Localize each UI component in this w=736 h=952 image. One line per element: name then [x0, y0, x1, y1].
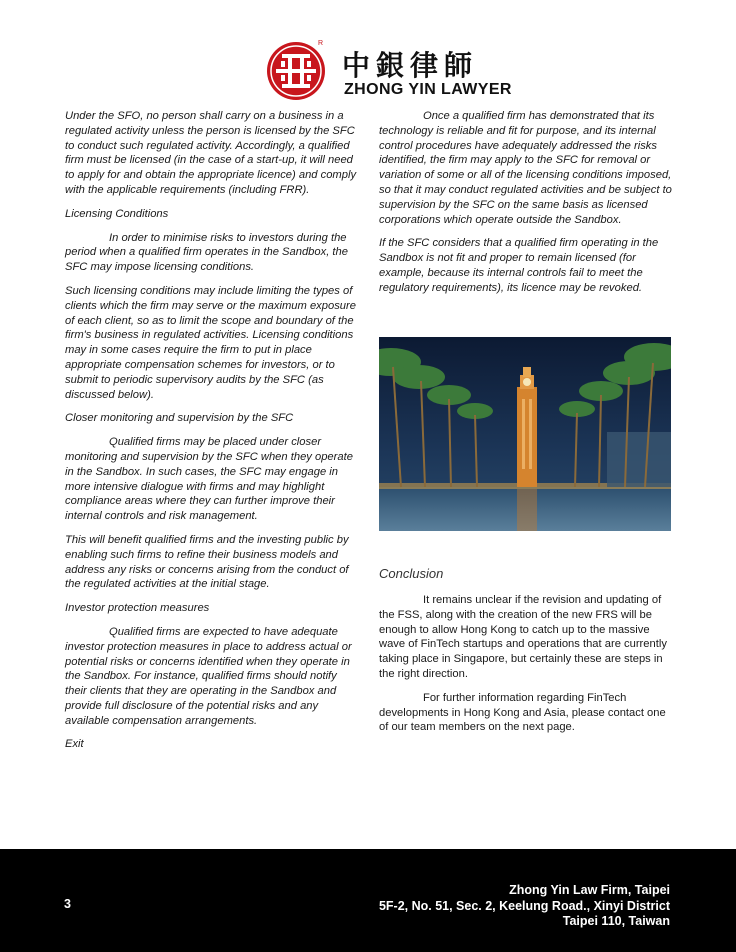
firm-seal-logo [266, 41, 326, 101]
letterhead [0, 38, 736, 102]
clock-tower-night-photo [379, 337, 671, 531]
paragraph: Such licensing conditions may include limiting the types of clients which the firm may serve or the maximum exposure of each client, so as to limit the scope and boundary of the firm's business in regulated activities. Licensing conditions may in some cases require the firm to put in place appropriate compensation schemes for investors, or to submit to periodic supervisory audits by the SFC (as discussed below). [65, 284, 356, 401]
registered-mark: R [318, 40, 324, 47]
paragraph: This will benefit qualified firms and the investing public by enabling such firms to refine their business models and address any risks or concerns arising from the conduct of the regulated activities at the initial stage. [65, 533, 349, 591]
address-line: Taipei 110, Taiwan [562, 914, 670, 928]
section-heading-exit: Exit [65, 738, 84, 751]
paragraph: Qualified firms are expected to have adequate investor protection measures in place to address actual or potential risks or concerns identified when they operate in the Sandbox. For instance, qualified firms should notify their clients that they are operating in the Sandbox and provide full disclosure of the potential risks and any available compensation arrangements. [65, 625, 352, 727]
section-heading-investor-protection: Investor protection measures [65, 602, 210, 615]
section-heading-licensing: Licensing Conditions [65, 207, 169, 220]
paragraph: For further information regarding FinTech developments in Hong Kong and Asia, please contact one of our team members on the next page. [379, 691, 666, 734]
section-heading-closer-monitoring: Closer monitoring and supervision by the SFC [65, 412, 294, 425]
page-footer [0, 849, 736, 952]
right-column [379, 109, 672, 305]
firm-address [379, 883, 670, 930]
firm-name-chinese: 中銀律師 [342, 49, 479, 82]
paragraph: Qualified firms may be placed under closer monitoring and supervision by the SFC when they operate in the Sandbox. In such cases, the SFC may engage in more intensive dialogue with firms and may highlight compliance areas where they can further improve their internal controls and risk management. [65, 436, 353, 523]
section-heading-conclusion: Conclusion [379, 566, 444, 581]
left-column [65, 109, 361, 761]
paragraph: Once a qualified firm has demonstrated that its technology is reliable and fit for purpose, and its internal control procedures have adequately addressed the risks identified, the firm may apply to the SFC for removal or variation of some or all of the licensing conditions imposed, so that it may conduct regulated activities and be subject to supervision by the SFC on the same basis as licensed corporations which operate outside the Sandbox. [379, 110, 672, 226]
address-line: Zhong Yin Law Firm, Taipei [509, 883, 670, 897]
firm-name-english: ZHONG YIN LAWYER [344, 81, 512, 98]
page-number: 3 [64, 897, 71, 911]
paragraph: Under the SFO, no person shall carry on a business in a regulated activity unless the person is licensed by the SFC to conduct such regulated activity. Accordingly, a qualified firm must be licensed (in the case of a start-up, it will need to apply for and obtain the appropriate licence) and comply with the applicable requirements (including FRR). [65, 110, 357, 196]
address-line: 5F-2, No. 51, Sec. 2, Keelung Road., Xinyi District [378, 898, 670, 913]
conclusion-text [379, 593, 675, 744]
paragraph: If the SFC considers that a qualified firm operating in the Sandbox is not fit and proper to remain licensed (for example, because its internal controls fail to meet the regulatory requirements), its licence may be revoked. [379, 237, 659, 294]
paragraph: It remains unclear if the revision and updating of the FSS, along with the creation of the new FRS will be enough to allow Hong Kong to catch up to the massive wave of FinTech startups and operations that are currently taking place in Singapore, but certainly these are steps in the right direction. [379, 594, 667, 680]
paragraph: In order to minimise risks to investors during the period when a qualified firm operates in the Sandbox, the SFC may impose licensing conditions. [65, 231, 348, 274]
